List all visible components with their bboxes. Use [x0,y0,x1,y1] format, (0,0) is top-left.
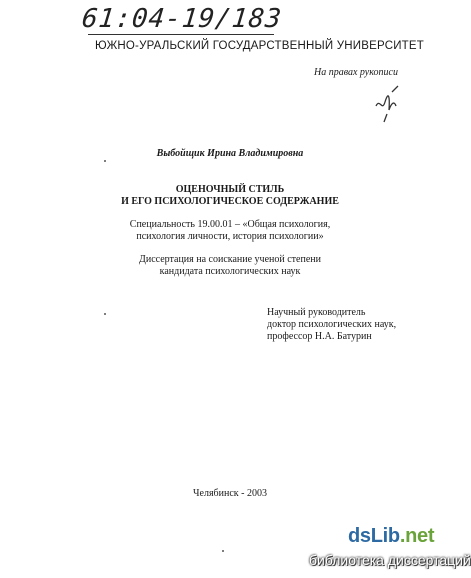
stamp-underline [88,34,274,35]
author-name: Выбойщик Ирина Владимировна [156,148,304,159]
dslib-watermark-logo [348,525,434,548]
advisor-line-2: доктор психологических наук, [267,319,397,330]
logo-main-text: dsLib [348,525,400,547]
dissertation-line-2: кандидата психологических наук [159,266,301,277]
specialty-line-1: Специальность 19.00.01 – «Общая психология, [129,219,331,230]
rights-note: На правах рукописи [314,67,398,78]
university-name: ЮЖНО-УРАЛЬСКИЙ ГОСУДАРСТВЕННЫЙ УНИВЕРСИТЕТ [95,40,424,52]
title-line-1: ОЦЕНОЧНЫЙ СТИЛЬ [175,184,285,195]
scan-speck [222,550,224,552]
archive-stamp: 61:04-19/183 [80,4,284,34]
city-year: Челябинск - 2003 [193,488,267,499]
specialty-line-2: психология личности, история психологии» [136,231,324,242]
advisor-line-3: профессор Н.А. Батурин [267,331,372,342]
scan-speck [104,313,106,315]
logo-suffix-text: .net [399,525,435,547]
dissertation-line-1: Диссертация на соискание ученой степени [139,254,321,265]
dslib-watermark-subtitle: библиотека диссертаций [309,552,471,568]
handwritten-signature [372,84,402,124]
advisor-line-1: Научный руководитель [267,307,366,318]
title-line-2: И ЕГО ПСИХОЛОГИЧЕСКОЕ СОДЕРЖАНИЕ [121,196,339,207]
scan-speck [104,160,106,162]
